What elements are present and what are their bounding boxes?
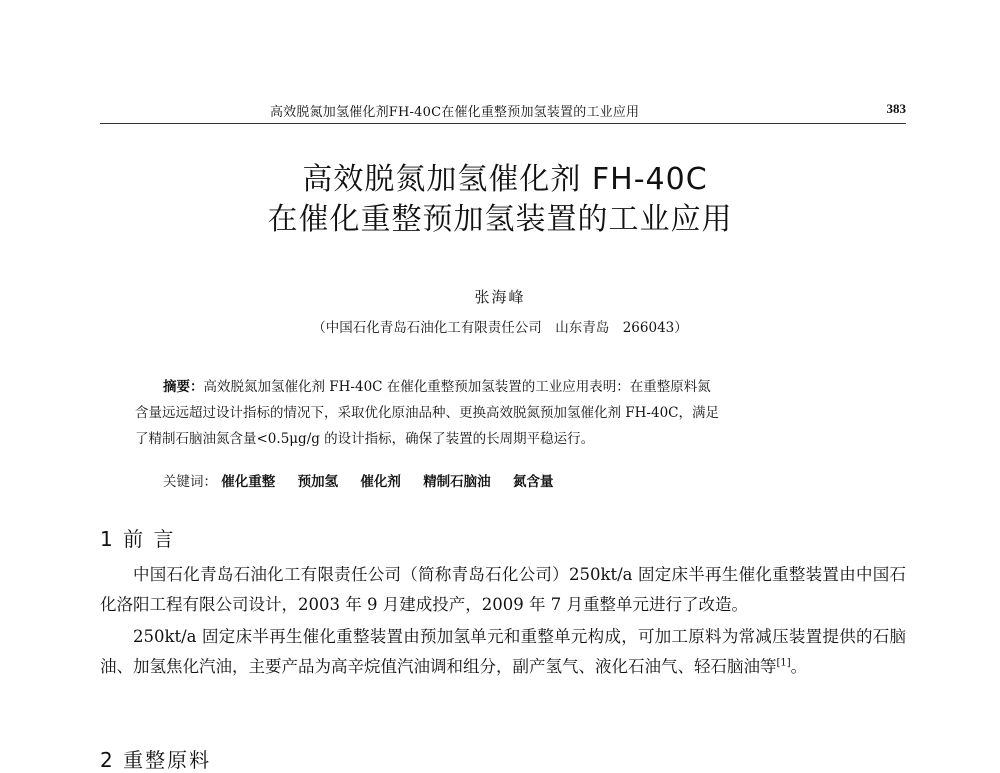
- running-title: 高效脱氮加氢催化剂FH-40C在催化重整预加氢装置的工业应用: [270, 105, 640, 120]
- author-affiliation: （中国石化青岛石油化工有限责任公司 山东青岛 266043）: [312, 320, 688, 336]
- keyword-item: 氮含量: [512, 474, 554, 490]
- body-paragraph-2-text: 250kt/a 固定床半再生催化重整装置由预加氢单元和重整单元构成，可加工原料为常减压装置提供的石脑油、加氢焦化汽油，主要产品为高辛烷值汽油调和组分，副产氢气、液化石油气、轻石脑油等: [100, 627, 906, 676]
- section-heading-feedstock: 2 重整原料: [100, 748, 212, 772]
- paper-title: [0, 160, 1000, 240]
- citation-ref: [1]: [776, 657, 791, 669]
- body-paragraph-1: 中国石化青岛石油化工有限责任公司（简称青岛石化公司）250kt/a 固定床半再生催化重整装置由中国石化洛阳工程有限公司设计，2003 年 9 月建成投产，2009 年 7 月重整单元进行了改造。: [100, 565, 906, 614]
- header-rule: [100, 123, 906, 124]
- keywords-label: 关键词：: [163, 474, 217, 490]
- title-line-1: 高效脱氮加氢催化剂 FH-40C: [302, 162, 708, 197]
- body-paragraph-2-end: 。: [790, 657, 808, 676]
- author-name: 张海峰: [474, 288, 526, 306]
- running-header: [100, 101, 906, 121]
- abstract-label: 摘要：: [163, 379, 204, 395]
- section-body: [100, 560, 906, 684]
- abstract: [135, 374, 875, 452]
- abstract-line-2: 含量远远超过设计指标的情况下，采取优化原油品种、更换高效脱氮预加氢催化剂 FH-40C，满足: [135, 405, 719, 421]
- abstract-text-1: 高效脱氮加氢催化剂 FH-40C 在催化重整预加氢装置的工业应用表明：在重整原料氮: [203, 379, 711, 395]
- abstract-line-1: [135, 374, 875, 400]
- keyword-item: 催化重整: [221, 474, 276, 490]
- page-number: 383: [886, 101, 906, 116]
- keyword-item: 预加氢: [297, 474, 339, 490]
- keyword-item: 催化剂: [360, 474, 401, 490]
- keywords: [163, 470, 571, 490]
- section-heading-introduction: 1 前 言: [100, 527, 176, 551]
- abstract-line-3: 了精制石脑油氮含量<0.5μg/g 的设计指标，确保了装置的长周期平稳运行。: [135, 431, 595, 447]
- keyword-item: 精制石脑油: [423, 474, 491, 490]
- body-paragraph-2: [100, 622, 906, 682]
- title-line-2: 在催化重整预加氢装置的工业应用: [267, 202, 733, 237]
